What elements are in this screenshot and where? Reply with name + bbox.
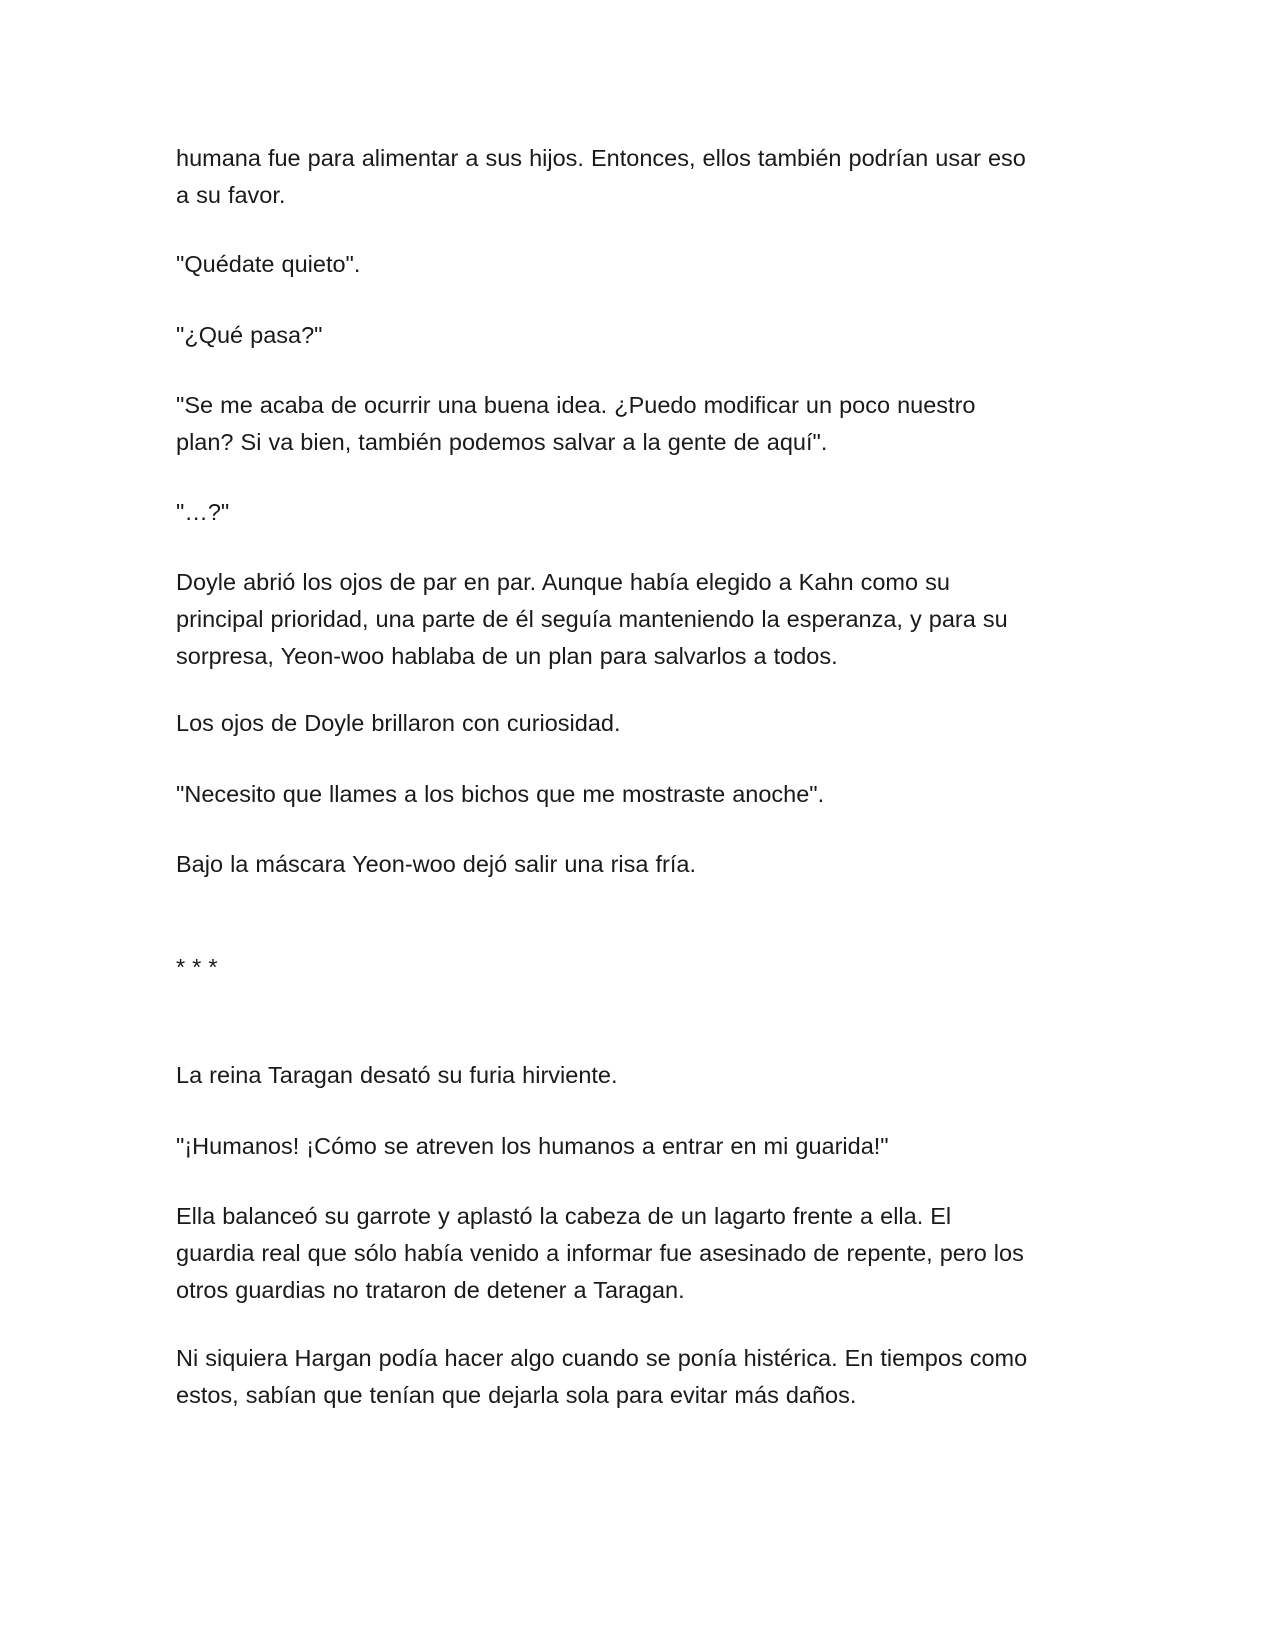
text-line: Ella balanceó su garrote y aplastó la cabeza de un lagarto frente a ella. El [176, 1203, 952, 1229]
text-line: a su favor. [176, 182, 286, 208]
text-line: guardia real que sólo había venido a informar fue asesinado de repente, pero los [176, 1240, 1024, 1266]
paragraph [176, 564, 1106, 675]
paragraph [176, 776, 1106, 813]
paragraph [176, 1198, 1106, 1309]
text-line: Ni siquiera Hargan podía hacer algo cuando se ponía histérica. En tiempos como [176, 1345, 1028, 1371]
paragraph [176, 1340, 1106, 1414]
paragraph [176, 140, 1106, 214]
text-line: "¡Humanos! ¡Cómo se atreven los humanos a entrar en mi guarida!" [176, 1133, 889, 1159]
text-line: "Se me acaba de ocurrir una buena idea. ¿Puedo modificar un poco nuestro [176, 392, 976, 418]
scene-break [176, 949, 1106, 986]
text-line: "¿Qué pasa?" [176, 322, 323, 348]
paragraph [176, 494, 1106, 531]
text-line: sorpresa, Yeon-woo hablaba de un plan para salvarlos a todos. [176, 643, 838, 669]
paragraph [176, 705, 1106, 742]
text-line: principal prioridad, una parte de él seguía manteniendo la esperanza, y para su [176, 606, 1008, 632]
text-line: estos, sabían que tenían que dejarla sola para evitar más daños. [176, 1382, 857, 1408]
text-line: "…?" [176, 499, 230, 525]
paragraph [176, 846, 1106, 883]
text-line: otros guardias no trataron de detener a Taragan. [176, 1277, 685, 1303]
text-line: Bajo la máscara Yeon-woo dejó salir una risa fría. [176, 851, 696, 877]
text-line: plan? Si va bien, también podemos salvar a la gente de aquí". [176, 429, 828, 455]
paragraph [176, 317, 1106, 354]
text-line: * * * [176, 954, 218, 980]
paragraph [176, 387, 1106, 461]
text-line: "Quédate quieto". [176, 251, 361, 277]
paragraph [176, 246, 1106, 283]
paragraph [176, 1128, 1106, 1165]
text-line: Los ojos de Doyle brillaron con curiosidad. [176, 710, 621, 736]
text-line: "Necesito que llames a los bichos que me mostraste anoche". [176, 781, 825, 807]
text-line: humana fue para alimentar a sus hijos. Entonces, ellos también podrían usar eso [176, 145, 1026, 171]
paragraph [176, 1057, 1106, 1094]
text-line: La reina Taragan desató su furia hirviente. [176, 1062, 618, 1088]
text-line: Doyle abrió los ojos de par en par. Aunque había elegido a Kahn como su [176, 569, 950, 595]
